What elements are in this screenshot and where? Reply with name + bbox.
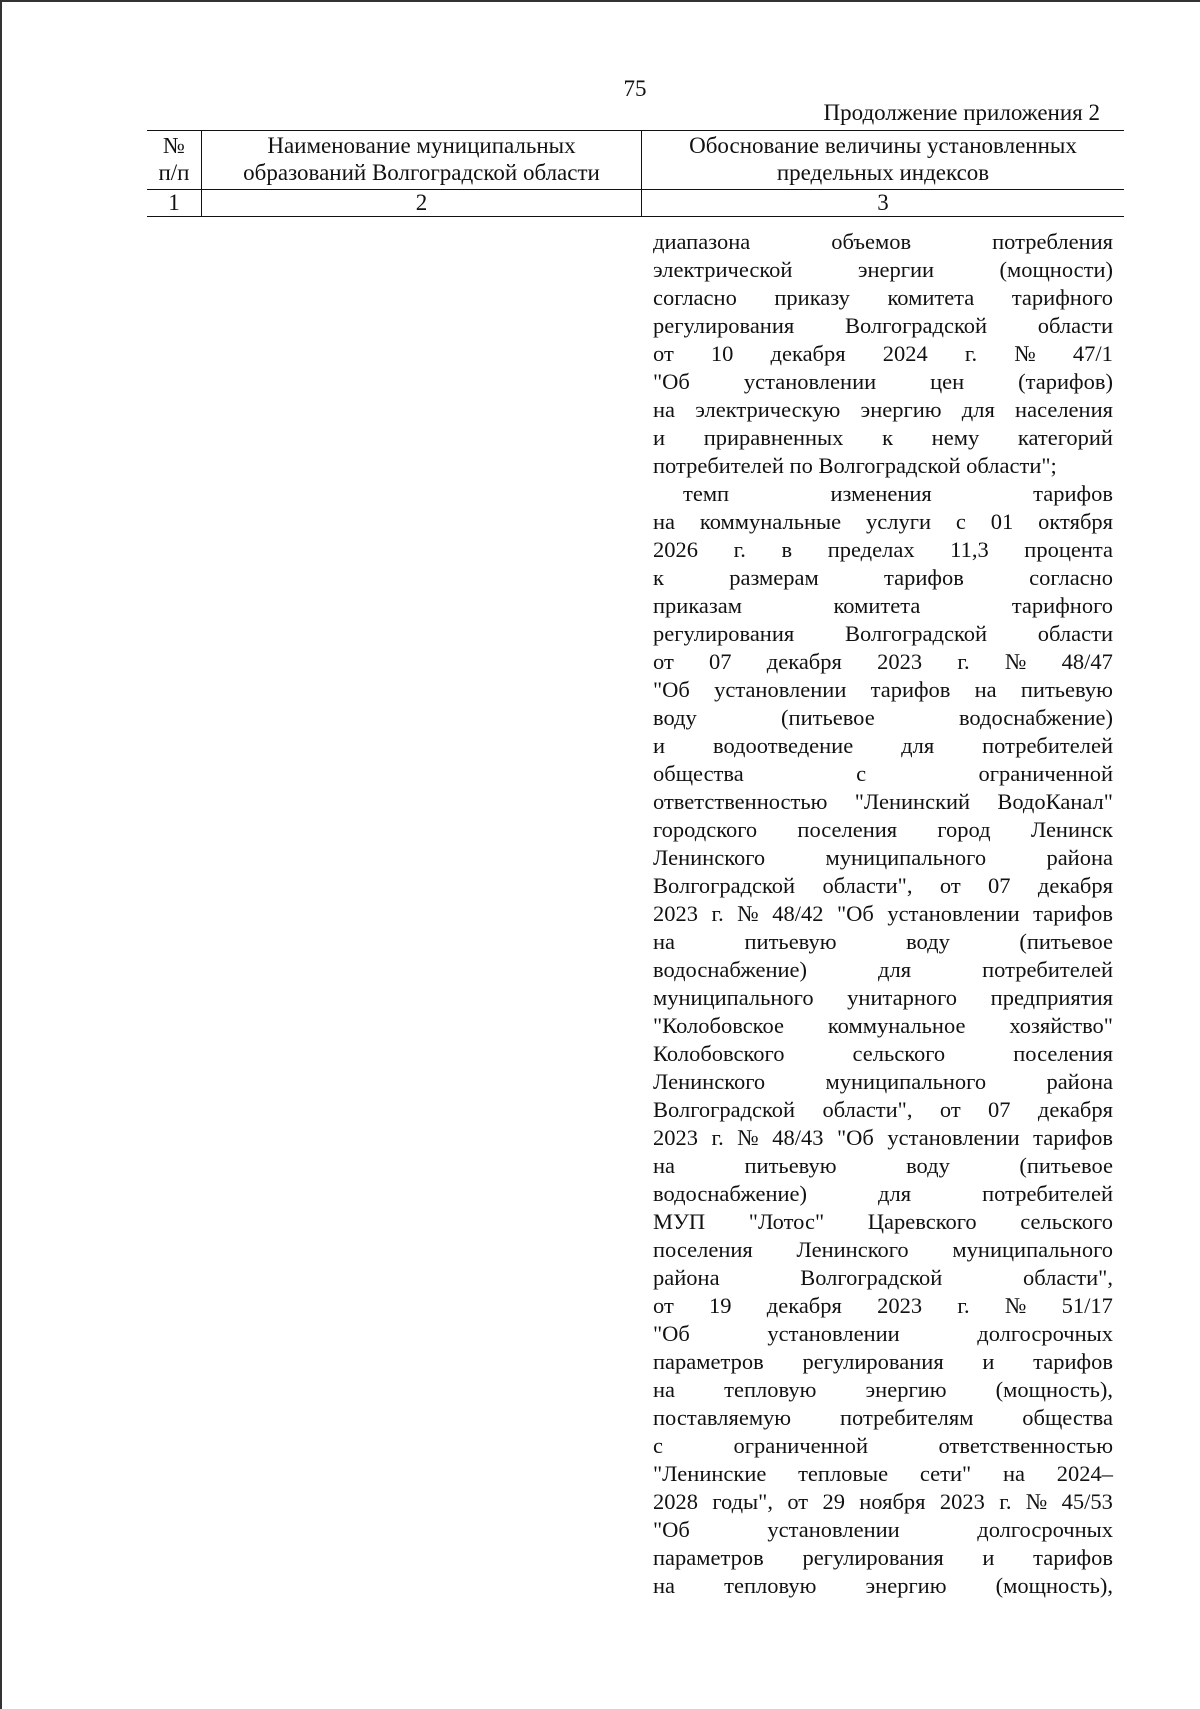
text-line: согласно приказу комитета тарифного <box>653 285 1113 310</box>
text-line: Ленинского муниципального района <box>653 845 1113 870</box>
text-line: электрической энергии (мощности) <box>653 257 1113 282</box>
text-line: и приравненных к нему категорий <box>653 425 1113 450</box>
text-line: водоснабжение) для потребителей <box>653 957 1113 982</box>
text-line: параметров регулирования и тарифов <box>653 1545 1113 1570</box>
text-line: от 19 декабря 2023 г. № 51/17 <box>653 1293 1113 1318</box>
text-line: диапазона объемов потребления <box>653 229 1113 254</box>
text-line: "Колобовское коммунальное хозяйство" <box>653 1013 1113 1038</box>
text-line: "Об установлении цен (тарифов) <box>653 369 1113 394</box>
text-line: на коммунальные услуги с 01 октября <box>653 509 1113 534</box>
text-line: на тепловую энергию (мощность), <box>653 1573 1113 1598</box>
text-line: Колобовского сельского поселения <box>653 1041 1113 1066</box>
scan-border-top <box>0 0 1200 2</box>
text-line: Волгоградской области", от 07 декабря <box>653 1097 1113 1122</box>
text-line: к размерам тарифов согласно <box>653 565 1113 590</box>
text-line: района Волгоградской области", <box>653 1265 1113 1290</box>
text-line: параметров регулирования и тарифов <box>653 1349 1113 1374</box>
text-line: Ленинского муниципального района <box>653 1069 1113 1094</box>
text-line: 2028 годы", от 29 ноября 2023 г. № 45/53 <box>653 1489 1113 1514</box>
text-line: на электрическую энергию для населения <box>653 397 1113 422</box>
text-line: общества с ограниченной <box>653 761 1113 786</box>
text-line: городского поселения город Ленинск <box>653 817 1113 842</box>
table-header <box>147 130 1124 217</box>
column-number-2: 2 <box>202 190 642 216</box>
page-number: 75 <box>623 76 647 101</box>
text-line: на питьевую воду (питьевое <box>653 1153 1113 1178</box>
text-line: муниципального унитарного предприятия <box>653 985 1113 1010</box>
text-line: Волгоградской области", от 07 декабря <box>653 873 1113 898</box>
text-line: ответственностью "Ленинский ВодоКанал" <box>653 789 1113 814</box>
table-header-row <box>147 131 1124 190</box>
column-header-number: № п/п <box>147 131 202 189</box>
table-column-numbers-row <box>147 190 1124 216</box>
text-line: 2023 г. № 48/43 "Об установлении тарифов <box>653 1125 1113 1150</box>
text-line: водоснабжение) для потребителей <box>653 1181 1113 1206</box>
text-line: потребителей по Волгоградской области"; <box>653 453 1057 478</box>
text-line: поставляемую потребителям общества <box>653 1405 1113 1430</box>
text-line: поселения Ленинского муниципального <box>653 1237 1113 1262</box>
text-line: регулирования Волгоградской области <box>653 313 1113 338</box>
text-line: приказам комитета тарифного <box>653 593 1113 618</box>
text-line: регулирования Волгоградской области <box>653 621 1113 646</box>
text-line: "Об установлении долгосрочных <box>653 1517 1113 1542</box>
text-line: "Ленинские тепловые сети" на 2024– <box>653 1461 1113 1486</box>
text-line: 2026 г. в пределах 11,3 процента <box>653 537 1113 562</box>
text-line: с ограниченной ответственностью <box>653 1433 1113 1458</box>
text-line: 2023 г. № 48/42 "Об установлении тарифов <box>653 901 1113 926</box>
text-line: "Об установлении тарифов на питьевую <box>653 677 1113 702</box>
scan-border-left <box>0 0 2 1709</box>
column-number-3: 3 <box>877 190 889 215</box>
text-line: темп изменения тарифов <box>683 481 1113 506</box>
text-line: от 07 декабря 2023 г. № 48/47 <box>653 649 1113 674</box>
text-line: воду (питьевое водоснабжение) <box>653 705 1113 730</box>
text-line: на тепловую энергию (мощность), <box>653 1377 1113 1402</box>
text-line: МУП "Лотос" Царевского сельского <box>653 1209 1113 1234</box>
text-line: от 10 декабря 2024 г. № 47/1 <box>653 341 1113 366</box>
column-header-justification: Обоснование величины установленных предельных индексов <box>689 133 1077 185</box>
continuation-label: Продолжение приложения 2 <box>823 100 1100 125</box>
column-number-1: 1 <box>147 190 202 216</box>
justification-text <box>653 228 1113 1600</box>
text-line: "Об установлении долгосрочных <box>653 1321 1113 1346</box>
column-header-municipality: Наименование муниципальных образований Волгоградской области <box>202 131 642 189</box>
text-line: на питьевую воду (питьевое <box>653 929 1113 954</box>
text-line: и водоотведение для потребителей <box>653 733 1113 758</box>
